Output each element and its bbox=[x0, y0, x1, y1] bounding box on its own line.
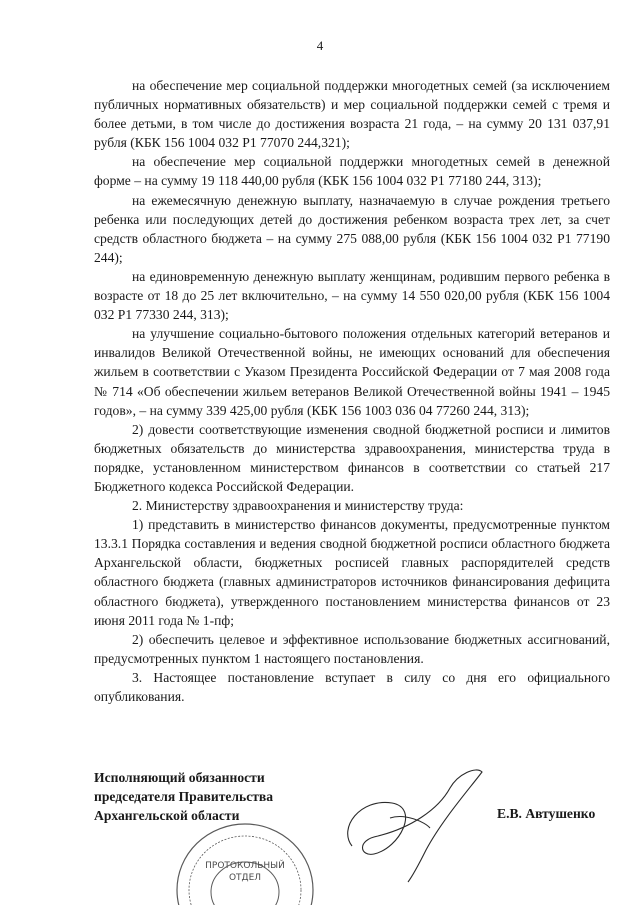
signatory-title-line: Архангельской области bbox=[94, 808, 240, 823]
signatory-title-line: председателя Правительства bbox=[94, 789, 274, 804]
document-body bbox=[94, 76, 610, 706]
paragraph: на улучшение социально-бытового положения отдельных категорий ветеранов и инвалидов Великой Отечественной войны, не имеющих оснований для обеспечения жильем в соответствии с Указом Президента Российской Федерации от 7 мая 2008 года № 714 «Об обеспечении жильем ветеранов Великой Отечественной войны 1941 – 1945 годов», – на сумму 339 425,00 рубля (КБК 156 1003 036 04 77260 244, 313); bbox=[94, 326, 610, 418]
paragraph: на обеспечение мер социальной поддержки многодетных семей в денежной форме – на сумму 19 118 440,00 рубля (КБК 156 1004 032 Р1 77180 244, 313); bbox=[94, 154, 610, 189]
paragraph: на обеспечение мер социальной поддержки многодетных семей (за исключением публичных нормативных обязательств) и мер социальной поддержки семей с тремя и более детьми, в том числе до достижения возраста 21 года, – на сумму 20 131 037,91 рубля (КБК 156 1004 032 Р1 77070 244,321); bbox=[94, 78, 610, 151]
paragraph: 2) довести соответствующие изменения сводной бюджетной росписи и лимитов бюджетных обязательств до министерства здравоохранения, министерства труда в порядке, установленном министерством финансов в соответствии со статьей 217 Бюджетного кодекса Российской Федерации. bbox=[94, 421, 610, 494]
signatory-name: Е.В. Автушенко bbox=[497, 806, 596, 821]
stamp-text: ПРОТОКОЛЬНЫЙ bbox=[205, 861, 285, 871]
paragraph: на ежемесячную денежную выплату, назначаемую в случае рождения третьего ребенка или последующих детей до достижения ребенком возраста трех лет, за счет средств областного бюджета – на сумму 275 088,00 рубля (КБК 156 1004 032 Р1 77190 244); bbox=[94, 192, 610, 265]
paragraph: на единовременную денежную выплату женщинам, родившим первого ребенка в возрасте от 18 до 25 лет включительно, – на сумму 14 550 020,00 рубля (КБК 156 1004 032 Р1 77330 244, 313); bbox=[94, 268, 610, 323]
paragraph: 1) представить в министерство финансов документы, предусмотренные пунктом 13.3.1 Порядка составления и ведения сводной бюджетной росписи областного бюджета Архангельской области, бюджетных росписей главных распорядителей средств областного бюджета (главных администраторов источников финансирования дефицита областного бюджета), утвержденного постановлением министерства финансов от 23 июня 2011 года № 1-пф; bbox=[94, 517, 610, 628]
paragraph: 3. Настоящее постановление вступает в силу со дня его официального опубликования. bbox=[94, 669, 610, 704]
page-number: 4 bbox=[316, 38, 324, 53]
stamp-text: ОТДЕЛ bbox=[228, 873, 262, 883]
signatory-title-line: Исполняющий обязанности bbox=[94, 770, 265, 785]
handwritten-signature bbox=[330, 758, 500, 888]
stamp-seal bbox=[170, 810, 320, 905]
paragraph: 2. Министерству здравоохранения и министерству труда: bbox=[132, 498, 464, 514]
paragraph: 2) обеспечить целевое и эффективное использование бюджетных ассигнований, предусмотренных пунктом 1 настоящего постановления. bbox=[94, 631, 610, 666]
